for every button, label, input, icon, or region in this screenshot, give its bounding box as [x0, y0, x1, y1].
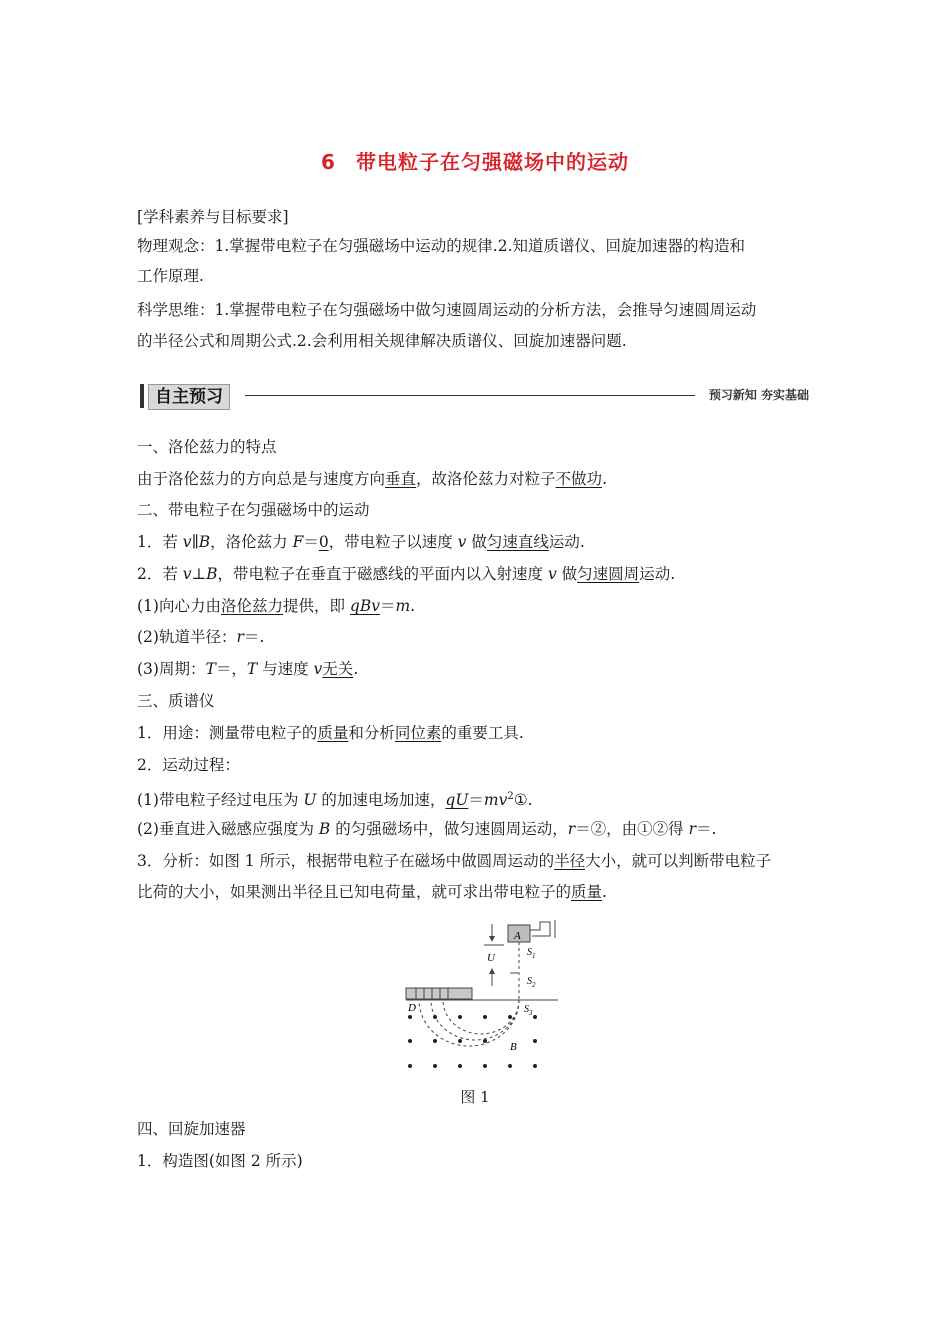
- part2-heading: 二、带电粒子在匀强磁场中的运动: [137, 501, 370, 519]
- text: (2)轨道半径：: [137, 628, 237, 646]
- section-rule: [245, 395, 695, 396]
- blank-answer: 匀速直线: [486, 533, 549, 551]
- text: ＝.: [696, 820, 717, 838]
- text: ，故洛伦兹力对粒子: [416, 470, 556, 488]
- var: m: [395, 597, 411, 615]
- u-arrow-head: [489, 936, 495, 942]
- text: 大小，就可以判断带电粒子: [585, 852, 772, 870]
- part2-point3: [137, 659, 827, 679]
- label-u: U: [487, 952, 495, 964]
- goals-heading: [学科素养与目标要求]: [137, 208, 289, 226]
- title-number: 6: [321, 150, 336, 174]
- part2-point1: [137, 596, 827, 616]
- text: 2．若: [137, 565, 183, 583]
- section-label: 自主预习: [148, 384, 230, 410]
- text: .: [353, 660, 359, 678]
- var: r: [567, 820, 576, 838]
- var: B: [198, 533, 211, 551]
- superscript: 2: [507, 791, 514, 802]
- page-title: [0, 146, 950, 175]
- text: ＝②，由①②得: [575, 820, 689, 838]
- text: ⊥: [191, 565, 207, 583]
- blank-answer: 无关: [322, 660, 354, 678]
- blank-answer: 洛伦兹力: [220, 597, 283, 615]
- blank-answer: 质量: [571, 883, 603, 901]
- text: ，带电粒子以速度: [328, 533, 458, 551]
- blank-answer: 半径: [554, 852, 586, 870]
- var: r: [236, 628, 244, 646]
- part2-item2: [137, 564, 827, 584]
- part4-item1: 1．构造图(如图 2 所示): [137, 1152, 303, 1170]
- var: v: [547, 565, 557, 583]
- text: 1．若: [137, 533, 183, 551]
- section-header: [137, 382, 817, 410]
- text: 与速度: [257, 660, 314, 678]
- var: T: [246, 660, 258, 678]
- u-arrow-head: [489, 968, 495, 974]
- part4-heading: 四、回旋加速器: [137, 1120, 246, 1138]
- text: (2)垂直进入磁感应强度为: [137, 820, 319, 838]
- title-text: 带电粒子在匀强磁场中的运动: [355, 150, 629, 174]
- text: 提供，即: [282, 597, 350, 615]
- label-s1: $S_1$: [527, 947, 536, 960]
- part3-item3-line1: [137, 851, 827, 871]
- var: mv: [483, 791, 508, 810]
- var: B: [318, 820, 331, 838]
- var: v: [182, 533, 192, 551]
- label-s3: $S_3$: [524, 1004, 533, 1017]
- text: 由于洛伦兹力的方向总是与速度方向: [137, 470, 386, 488]
- goals-science-line1: 科学思维：1.掌握带电粒子在匀强磁场中做匀速圆周运动的分析方法，会推导匀速圆周运动: [137, 301, 757, 319]
- text: .: [602, 470, 607, 488]
- text: 的重要工具.: [441, 724, 524, 742]
- text: (3)周期：: [137, 660, 206, 678]
- text: 3．分析：如图 1 所示，根据带电粒子在磁场中做圆周运动的: [137, 852, 555, 870]
- part3-item3-line2: [137, 882, 827, 902]
- blank-answer: 不做功: [555, 470, 603, 488]
- text: 和分析: [348, 724, 395, 742]
- label-s2: $S_2$: [527, 976, 536, 989]
- text: 1．用途：测量带电粒子的: [137, 724, 318, 742]
- text: ，带电粒子在垂直于磁感线的平面内以入射速度: [217, 565, 548, 583]
- text: ＝: [303, 533, 319, 551]
- section-marker: [140, 384, 144, 408]
- section-subtitle: 预习新知 夯实基础: [708, 388, 809, 402]
- label-b: B: [510, 1041, 517, 1053]
- text: .: [410, 597, 416, 615]
- goals-science-line2: 的半径公式和周期公式.2.会利用相关规律解决质谱仪、回旋加速器问题.: [137, 332, 627, 350]
- text: 运动.: [639, 565, 676, 583]
- var: v: [457, 533, 467, 551]
- blank-answer: 0: [318, 533, 329, 551]
- goals-physics-line2: 工作原理.: [137, 267, 204, 285]
- blank-answer: 同位素: [394, 724, 442, 742]
- var: v: [182, 565, 192, 583]
- blank-answer: qBv: [349, 597, 380, 615]
- text: 做: [556, 565, 578, 583]
- var: T: [205, 660, 216, 678]
- text: 做: [466, 533, 487, 551]
- text: 的加速电场加速，: [316, 791, 446, 810]
- text: 比荷的大小，如果测出半径且已知电荷量，就可求出带电粒子的: [137, 883, 572, 901]
- part3-item1: [137, 723, 827, 743]
- text: ＝，: [215, 660, 247, 678]
- blank-answer: qU: [445, 791, 469, 810]
- figure-caption: 图 1: [460, 1088, 490, 1106]
- label-a: A: [514, 930, 521, 942]
- var: r: [688, 820, 696, 838]
- blank-answer: 垂直: [385, 470, 417, 488]
- part3-item2: 2．运动过程：: [137, 756, 240, 774]
- goals-physics-line1: 物理观念：1.掌握带电粒子在匀强磁场中运动的规律.2.知道质谱仪、回旋加速器的构造和: [137, 237, 746, 255]
- var: F: [292, 533, 304, 551]
- figure-mass-spectrometer: [400, 918, 562, 1082]
- var: U: [303, 791, 317, 810]
- text: ∥: [191, 533, 199, 551]
- text: .: [602, 883, 607, 901]
- source-wire: [530, 922, 550, 936]
- label-d: D: [408, 1002, 416, 1014]
- part1-heading: 一、洛伦兹力的特点: [137, 438, 277, 456]
- part3-point1: [137, 787, 827, 810]
- part1-sentence: [137, 469, 827, 489]
- field-dots: [408, 1015, 537, 1068]
- blank-answer: 匀速圆周: [577, 565, 640, 583]
- text: 的匀强磁场中，做匀速圆周运动，: [330, 820, 568, 838]
- text: ＝: [380, 597, 396, 615]
- text: (1)向心力由: [137, 597, 221, 615]
- text: 运动.: [548, 533, 585, 551]
- text: (1)带电粒子经过电压为: [137, 791, 304, 810]
- text: ①.: [513, 791, 533, 810]
- trajectory-outer: [419, 1000, 519, 1046]
- part2-point2: [137, 627, 827, 647]
- blank-answer: 质量: [317, 724, 349, 742]
- part3-heading: 三、质谱仪: [137, 692, 215, 710]
- text: ＝.: [243, 628, 265, 646]
- text: ，洛伦兹力: [210, 533, 293, 551]
- part2-item1: [137, 532, 827, 552]
- text: ＝: [468, 791, 484, 810]
- var: v: [313, 660, 323, 678]
- var: B: [206, 565, 218, 583]
- part3-point2: [137, 819, 827, 839]
